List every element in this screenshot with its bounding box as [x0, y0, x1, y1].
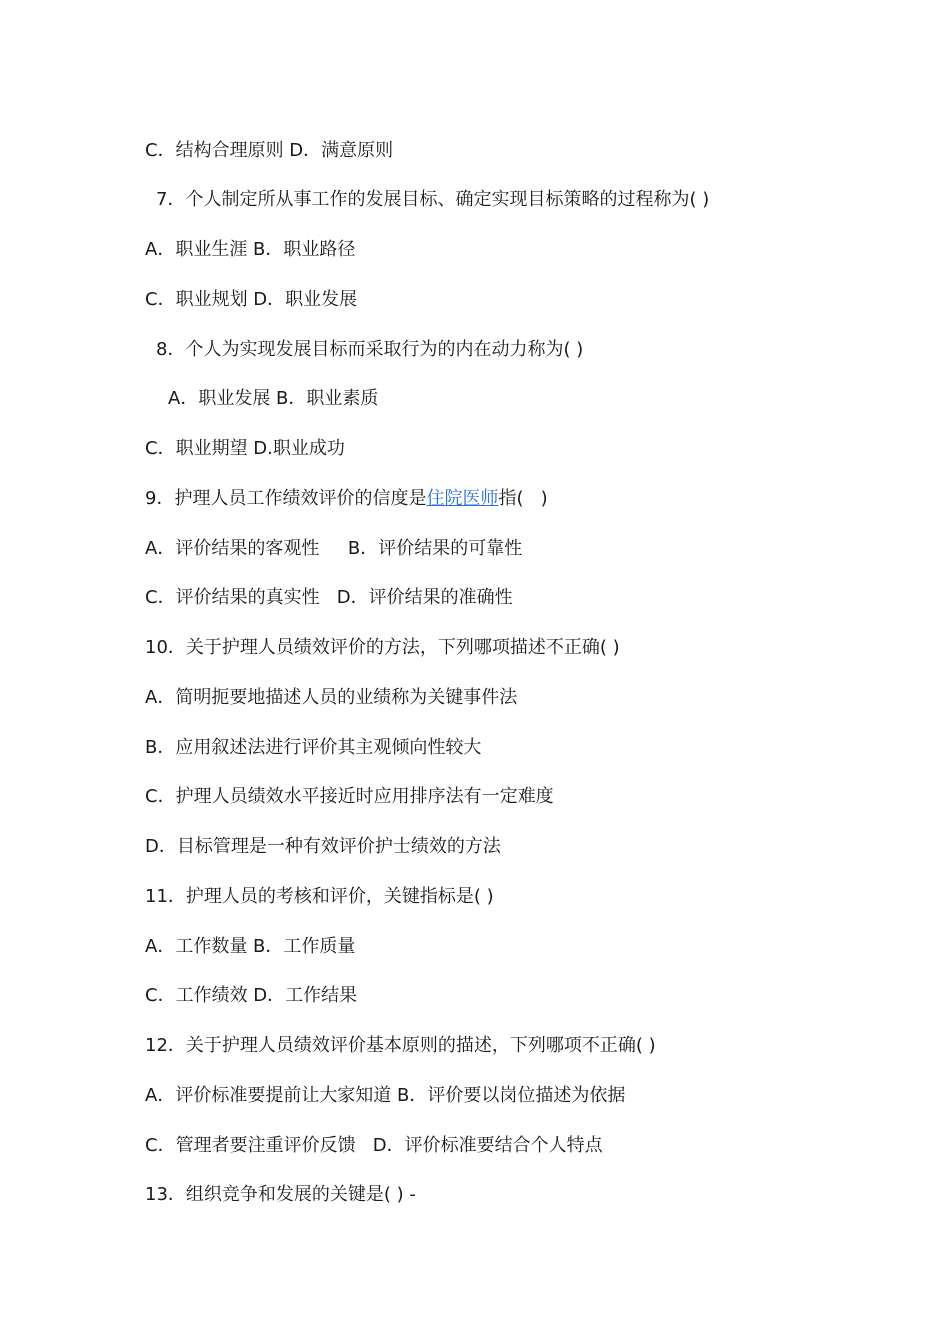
option-line-7ab: A．职业生涯 B．职业路径 [145, 239, 356, 260]
question-11: 11．护理人员的考核和评价，关键指标是( ) [145, 886, 494, 907]
question-7: 7．个人制定所从事工作的发展目标、确定实现目标策略的过程称为( ) [156, 189, 710, 210]
option-line-8ab: A．职业发展 B．职业素质 [168, 388, 379, 409]
question-9 [145, 487, 548, 511]
option-line-11ab: A．工作数量 B．工作质量 [145, 936, 356, 957]
option-10c: C．护理人员绩效水平接近时应用排序法有一定难度 [145, 786, 554, 807]
hyperlink-resident-doctor[interactable]: 住院医师 [426, 488, 499, 509]
option-line-7cd: C．职业规划 D．职业发展 [145, 289, 358, 310]
question-13: 13．组织竞争和发展的关键是( ) - [145, 1184, 416, 1205]
option-10d: D．目标管理是一种有效评价护士绩效的方法 [145, 836, 501, 857]
option-line-12cd: C．管理者要注重评价反馈 D．评价标准要结合个人特点 [145, 1135, 603, 1156]
option-10a: A．简明扼要地描述人员的业绩称为关键事件法 [145, 687, 518, 708]
question-8: 8．个人为实现发展目标而采取行为的内在动力称为( ) [156, 339, 584, 360]
question-10: 10．关于护理人员绩效评价的方法，下列哪项描述不正确( ) [145, 637, 620, 658]
option-line-9ab: A．评价结果的客观性 B．评价结果的可靠性 [145, 538, 523, 559]
question-12: 12．关于护理人员绩效评价基本原则的描述，下列哪项不正确( ) [145, 1035, 656, 1056]
option-line-6cd: C．结构合理原则 D．满意原则 [145, 140, 394, 161]
option-line-9cd: C．评价结果的真实性 D．评价结果的准确性 [145, 587, 513, 608]
option-line-8cd: C．职业期望 D.职业成功 [145, 438, 345, 459]
option-line-12ab: A．评价标准要提前让大家知道 B．评价要以岗位描述为依据 [145, 1085, 626, 1106]
option-10b: B．应用叙述法进行评价其主观倾向性较大 [145, 737, 482, 758]
question-9-text-after: 指( ) [498, 488, 548, 509]
option-line-11cd: C．工作绩效 D．工作结果 [145, 985, 358, 1006]
question-9-text-before: 9．护理人员工作绩效评价的信度是 [145, 488, 427, 509]
